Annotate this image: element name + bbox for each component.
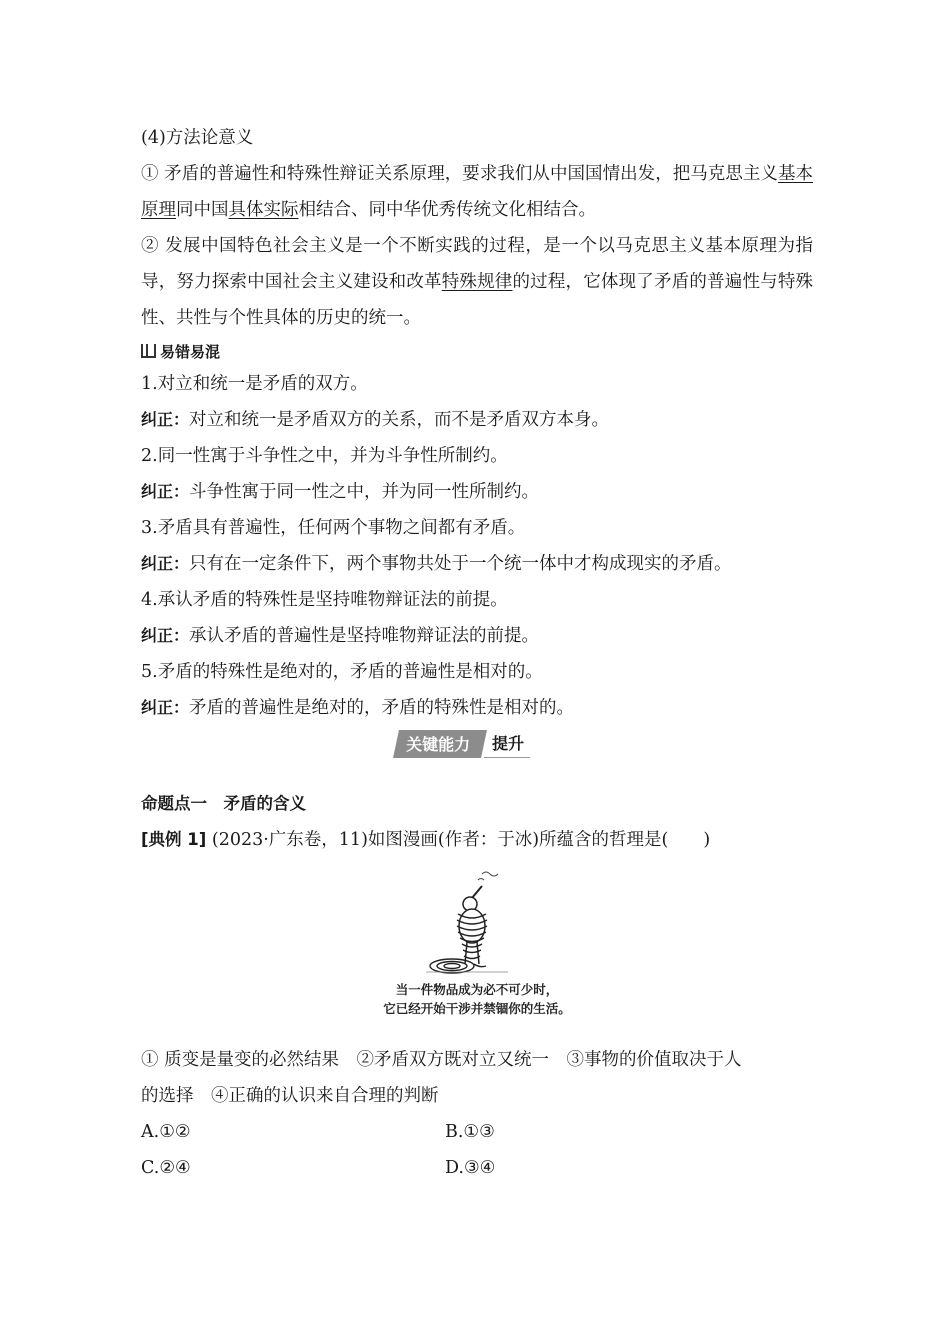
correction-label: 纠正： [141,554,190,573]
mistake-correction-4: 纠正：承认矛盾的普遍性是坚持唯物辩证法的前提。 [141,626,540,646]
example-question: [典例 1] (2023·广东卷，11)如图漫画(作者：于冰)所蕴含的哲理是( ) [141,830,711,850]
key-ability-banner [141,728,813,764]
section-bracket-icon [141,344,156,358]
mistake-claim-3: 3.矛盾具有普遍性，任何两个事物之间都有矛盾。 [141,518,526,538]
mistakes-section-header [141,336,813,366]
method-paragraph-1: ① 矛盾的普遍性和特殊性辩证关系原理，要求我们从中国国情出发，把马克思主义基本原理同中国具体实际相结合、同中华优秀传统文化相结合。 [141,164,814,220]
mistakes-title: 易错易混 [160,342,221,361]
statements-line-2: 的选择 ④正确的认识来自合理的判断 [141,1086,439,1106]
answer-options-row-2 [141,1150,813,1186]
mistake-correction-1: 纠正：对立和统一是矛盾双方的关系，而不是矛盾双方本身。 [141,410,610,430]
statements-line-1: ① 质变是量变的必然结果 ②矛盾双方既对立又统一 ③事物的价值取决于人 [141,1050,742,1070]
answer-options-row-1 [141,1114,813,1150]
method-paragraph-2: ② 发展中国特色社会主义是一个不断实践的过程，是一个以马克思主义基本原理为指导，努力探索中国社会主义建设和改革特殊规律的过程，它体现了矛盾的普遍性与特殊性、共性与个性具体的历史的统一。 [141,236,814,328]
mistake-correction-2: 纠正：斗争性寓于同一性之中，并为同一性所制约。 [141,482,540,502]
underline-concrete-reality: 具体实际 [228,200,299,220]
option-c[interactable]: C.②④ [141,1158,191,1178]
option-a[interactable]: A.①② [141,1122,191,1142]
page-content [141,120,813,1186]
cartoon-drawing [416,868,536,980]
mistake-correction-3: 纠正：只有在一定条件下，两个事物共处于一个统一体中才构成现实的矛盾。 [141,554,732,574]
correction-label: 纠正： [141,482,190,501]
mistake-claim-5: 5.矛盾的特殊性是绝对的，矛盾的普遍性是相对的。 [141,662,543,682]
mistake-claim-2: 2.同一性寓于斗争性之中，并为斗争性所制约。 [141,446,508,466]
topic-title: 命题点一 矛盾的含义 [141,794,306,813]
method-heading: (4)方法论意义 [141,128,254,148]
cartoon-illustration [141,862,813,1032]
option-b[interactable]: B.①③ [445,1122,495,1142]
correction-label: 纠正： [141,698,190,717]
mistake-correction-5: 纠正：矛盾的普遍性是绝对的，矛盾的特殊性是相对的。 [141,698,575,718]
cartoon-caption: 当一件物品成为必不可少时， 它已经开始干涉并禁锢你的生活。 [383,982,571,1016]
example-label: [典例 1] [141,830,207,849]
option-d[interactable]: D.③④ [445,1158,496,1178]
mistake-claim-1: 1.对立和统一是矛盾的双方。 [141,374,368,394]
correction-label: 纠正： [141,626,190,645]
underline-special-law: 特殊规律 [441,272,513,292]
mistake-claim-4: 4.承认矛盾的特殊性是坚持唯物辩证法的前提。 [141,590,508,610]
banner-tag: 关键能力 [393,730,487,758]
banner-text: 提升 [484,731,530,758]
underline-basic-principle: 基本原理 [141,164,814,220]
correction-label: 纠正： [141,410,190,429]
